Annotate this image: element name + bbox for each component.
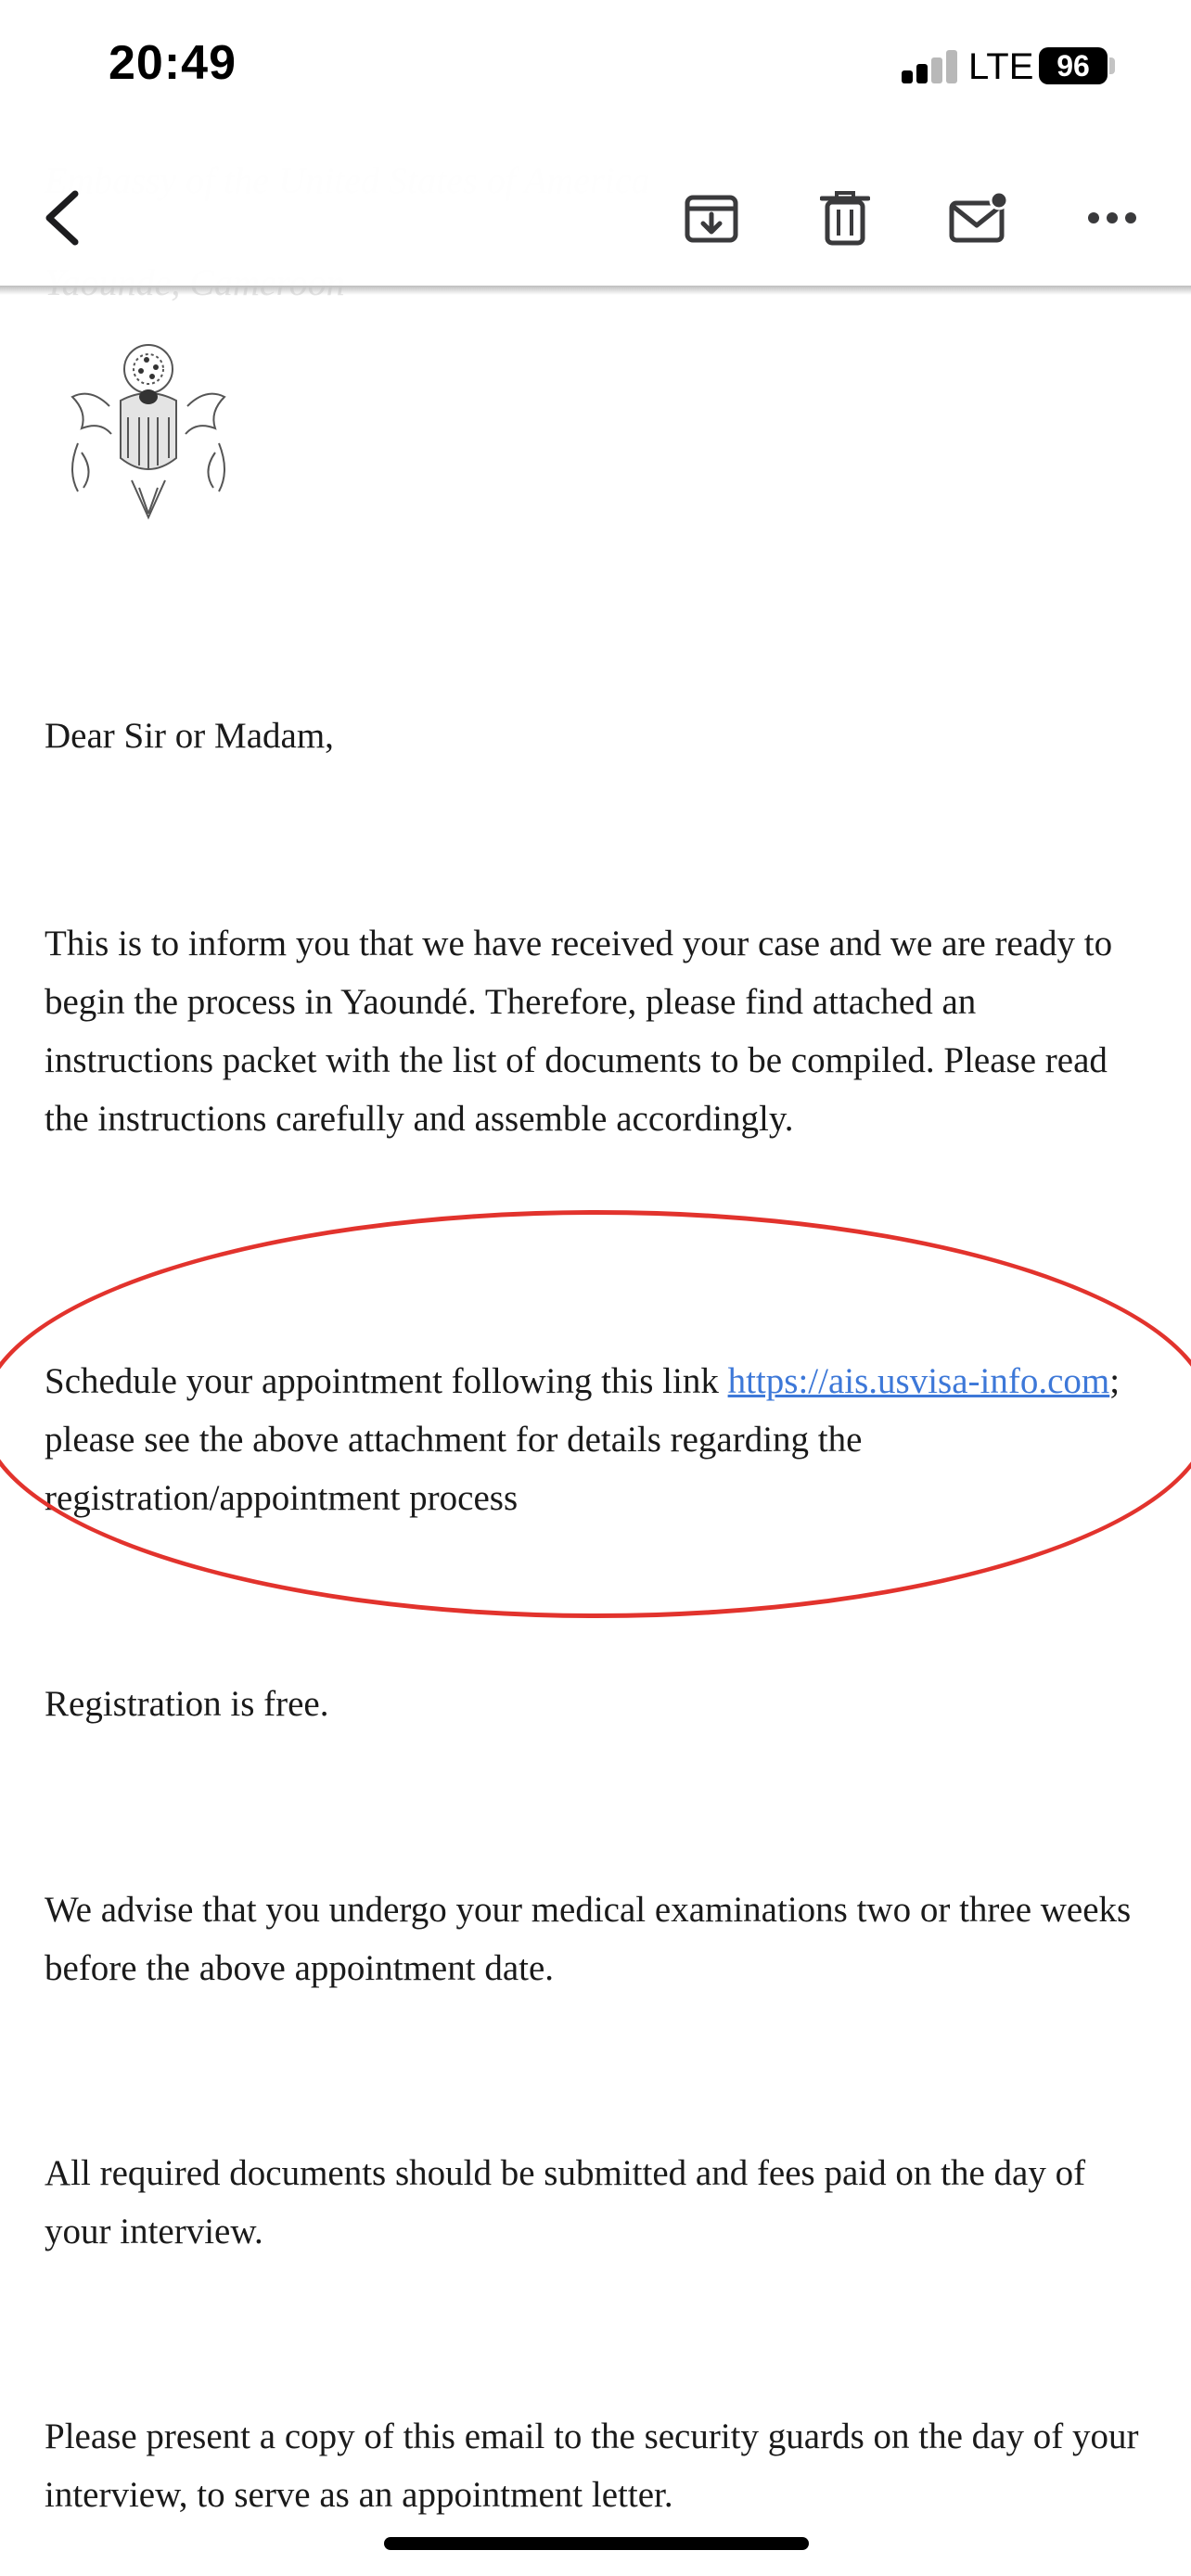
paragraph-case-received: This is to inform you that we have received your case and we are ready to begin the process in Yaoundé. Therefore, please find attached an instructions packet with the list of documents to be compiled. Please read the instructions carefully and assemble accordingly. bbox=[45, 924, 1113, 1139]
back-chevron-icon bbox=[40, 188, 81, 248]
schedule-text-before-link: Schedule your appointment following this link bbox=[45, 1361, 728, 1401]
status-time: 20:49 bbox=[109, 36, 237, 90]
battery-level: 96 bbox=[1039, 47, 1108, 84]
status-bar bbox=[0, 0, 1191, 139]
signal-strength-icon bbox=[902, 50, 957, 83]
red-circle-annotation bbox=[0, 1210, 1191, 1618]
toolbar-shadow bbox=[0, 286, 1191, 295]
battery-tip-icon bbox=[1109, 57, 1115, 74]
archive-button[interactable] bbox=[670, 176, 753, 260]
delete-button[interactable] bbox=[803, 176, 887, 260]
mark-unread-button[interactable] bbox=[937, 176, 1020, 260]
network-type: LTE bbox=[968, 46, 1034, 87]
more-options-button[interactable] bbox=[1070, 176, 1154, 260]
paragraph-registration-free: Registration is free. bbox=[45, 1684, 329, 1724]
back-button[interactable] bbox=[19, 176, 102, 260]
us-embassy-seal-icon bbox=[54, 332, 243, 530]
greeting: Dear Sir or Madam, bbox=[45, 716, 334, 756]
paragraph-present-email: Please present a copy of this email to the security guards on the day of your interview, to serve as an appointment letter. bbox=[45, 2417, 1139, 2515]
mail-toolbar bbox=[0, 139, 1191, 287]
mark-unread-mail-icon bbox=[948, 190, 1009, 246]
more-options-icon bbox=[1087, 211, 1137, 224]
paragraph-required-documents: All required documents should be submitted and fees paid on the day of your interview. bbox=[45, 2153, 1086, 2251]
archive-icon bbox=[684, 190, 739, 246]
schedule-text-after-link: ; please see the above attachment for details regarding the registration/appointment process bbox=[45, 1361, 1121, 1518]
trash-icon bbox=[820, 189, 870, 247]
paragraph-medical-exam: We advise that you undergo your medical examinations two or three weeks before the above appointment date. bbox=[45, 1890, 1132, 1988]
home-indicator[interactable] bbox=[384, 2537, 809, 2550]
visa-appointment-link[interactable]: https://ais.usvisa-info.com bbox=[727, 1361, 1110, 1401]
